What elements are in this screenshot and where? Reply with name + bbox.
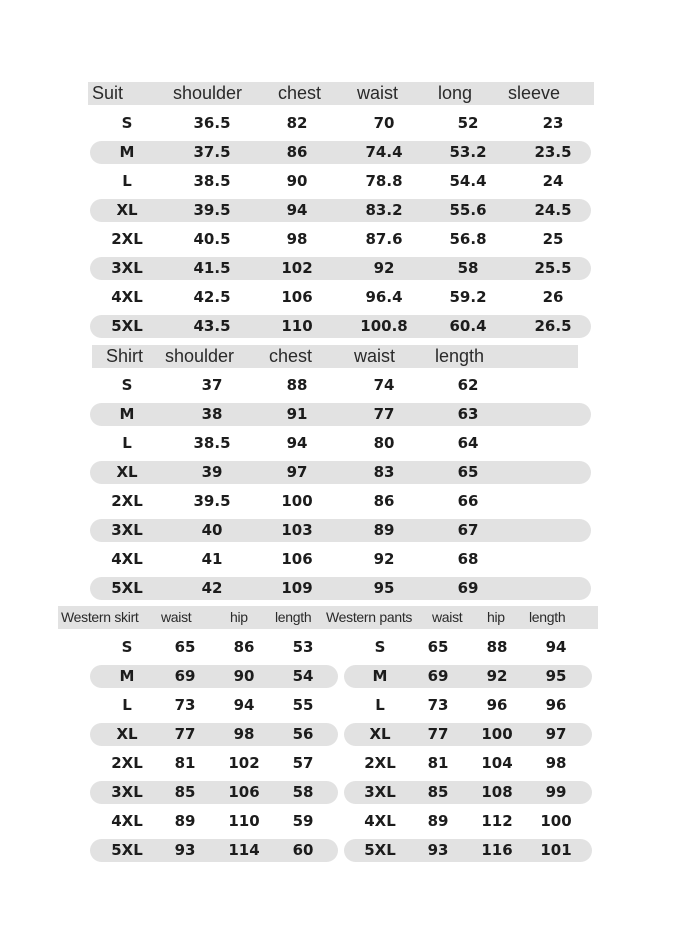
skirt-cell: 110 (228, 812, 260, 830)
skirt-cell: 65 (174, 638, 196, 656)
shirt-cell: 67 (457, 521, 479, 539)
suit-cell: 86 (286, 143, 308, 161)
shirt-cell: 66 (457, 492, 479, 510)
shirt-cell: 106 (281, 550, 313, 568)
pants-cell: 85 (427, 783, 449, 801)
suit-cell: 83.2 (365, 201, 403, 219)
shirt-cell: 39.5 (193, 492, 231, 510)
skirt-cell: 81 (174, 754, 196, 772)
skirt-row (90, 723, 338, 746)
suit-cell: 24.5 (534, 201, 572, 219)
shirt-cell: 42 (201, 579, 223, 597)
skirt-cell: 85 (174, 783, 196, 801)
suit-cell: 59.2 (449, 288, 487, 306)
pants-cell: 92 (486, 667, 508, 685)
pants-cell: 3XL (364, 783, 396, 801)
skirt-row (90, 636, 338, 659)
suit-cell: 53.2 (449, 143, 487, 161)
skirt-cell: 59 (292, 812, 314, 830)
skirt-cell: 55 (292, 696, 314, 714)
suit-cell: 4XL (111, 288, 143, 306)
suit-cell: L (122, 172, 132, 190)
pants-cell: L (375, 696, 385, 714)
pants-row (344, 839, 592, 862)
skirt-header-2: hip (230, 609, 248, 625)
suit-cell: 102 (281, 259, 313, 277)
suit-cell: 92 (373, 259, 395, 277)
pants-cell: 2XL (364, 754, 396, 772)
suit-cell: M (119, 143, 135, 161)
skirt-cell: 4XL (111, 812, 143, 830)
pants-cell: 98 (545, 754, 567, 772)
suit-cell: 26.5 (534, 317, 572, 335)
pants-cell: 93 (427, 841, 449, 859)
skirt-cell: L (122, 696, 132, 714)
shirt-cell: 94 (286, 434, 308, 452)
skirt-cell: 77 (174, 725, 196, 743)
pants-row (344, 694, 592, 717)
pants-cell: 100 (540, 812, 572, 830)
pants-header-1: waist (432, 609, 463, 625)
skirt-row (90, 752, 338, 775)
shirt-cell: XL (116, 463, 138, 481)
pants-header-2: hip (487, 609, 505, 625)
shirt-header-3: waist (354, 346, 396, 366)
shirt-cell: 63 (457, 405, 479, 423)
skirt-cell: 89 (174, 812, 196, 830)
skirt-cell: 53 (292, 638, 314, 656)
skirt-cell: XL (116, 725, 138, 743)
shirt-cell: 38 (201, 405, 223, 423)
skirt-header-3: length (275, 609, 312, 625)
shirt-cell: 91 (286, 405, 308, 423)
pants-cell: 97 (545, 725, 567, 743)
pants-cell: 96 (486, 696, 508, 714)
skirt-cell: 57 (292, 754, 314, 772)
pants-header-row (326, 606, 596, 629)
suit-cell: S (121, 114, 133, 132)
shirt-cell: 100 (281, 492, 313, 510)
suit-cell: 41.5 (193, 259, 231, 277)
suit-cell: 96.4 (365, 288, 403, 306)
suit-header-4: long (438, 83, 473, 103)
suit-cell: 56.8 (449, 230, 487, 248)
skirt-cell: 54 (292, 667, 314, 685)
skirt-cell: 102 (228, 754, 260, 772)
suit-cell: 110 (281, 317, 313, 335)
skirt-cell: 73 (174, 696, 196, 714)
suit-header-row (88, 82, 594, 105)
shirt-cell: 74 (373, 376, 395, 394)
pants-cell: 116 (481, 841, 513, 859)
suit-cell: 40.5 (193, 230, 231, 248)
shirt-header-1: shoulder (165, 346, 235, 366)
suit-cell: 78.8 (365, 172, 403, 190)
skirt-cell: 114 (228, 841, 260, 859)
skirt-cell: 56 (292, 725, 314, 743)
shirt-cell: S (121, 376, 133, 394)
suit-cell: 52 (457, 114, 479, 132)
suit-cell: 60.4 (449, 317, 487, 335)
suit-cell: 24 (542, 172, 564, 190)
skirt-cell: 86 (233, 638, 255, 656)
skirt-cell: 5XL (111, 841, 143, 859)
skirt-cell: 90 (233, 667, 255, 685)
shirt-header-row (92, 345, 578, 368)
suit-cell: 55.6 (449, 201, 487, 219)
skirt-cell: 69 (174, 667, 196, 685)
suit-header-0: Suit (92, 83, 124, 103)
pants-row (344, 810, 592, 833)
pants-cell: 95 (545, 667, 567, 685)
pants-cell: 5XL (364, 841, 396, 859)
pants-cell: 101 (540, 841, 572, 859)
shirt-cell: L (122, 434, 132, 452)
suit-cell: 58 (457, 259, 479, 277)
pants-cell: 89 (427, 812, 449, 830)
skirt-cell: 106 (228, 783, 260, 801)
pants-row (344, 665, 592, 688)
shirt-cell: 77 (373, 405, 395, 423)
suit-header-3: waist (357, 83, 399, 103)
shirt-cell: 80 (373, 434, 395, 452)
shirt-row (90, 432, 591, 455)
shirt-row (90, 519, 591, 542)
shirt-row (90, 548, 591, 571)
pants-header-0: Western pants (326, 609, 413, 625)
pants-row (344, 752, 592, 775)
pants-cell: 4XL (364, 812, 396, 830)
suit-cell: XL (116, 201, 138, 219)
skirt-cell: 98 (233, 725, 255, 743)
suit-cell: 23 (542, 114, 564, 132)
suit-cell: 100.8 (360, 317, 408, 335)
suit-row (90, 112, 591, 135)
skirt-cell: S (121, 638, 133, 656)
shirt-cell: 69 (457, 579, 479, 597)
shirt-cell: 4XL (111, 550, 143, 568)
pants-cell: 88 (486, 638, 508, 656)
suit-cell: 90 (286, 172, 308, 190)
suit-cell: 5XL (111, 317, 143, 335)
shirt-header-0: Shirt (106, 346, 144, 366)
skirt-row (90, 665, 338, 688)
pants-cell: 69 (427, 667, 449, 685)
skirt-cell: M (119, 667, 135, 685)
shirt-cell: 83 (373, 463, 395, 481)
suit-header-1: shoulder (173, 83, 243, 103)
skirt-header-1: waist (161, 609, 192, 625)
suit-cell: 87.6 (365, 230, 403, 248)
shirt-cell: 97 (286, 463, 308, 481)
suit-cell: 70 (373, 114, 395, 132)
pants-cell: 104 (481, 754, 513, 772)
skirt-cell: 93 (174, 841, 196, 859)
suit-cell: 38.5 (193, 172, 231, 190)
shirt-cell: 88 (286, 376, 308, 394)
shirt-cell: 109 (281, 579, 313, 597)
skirt-cell: 3XL (111, 783, 143, 801)
shirt-cell: 41 (201, 550, 223, 568)
suit-row (90, 286, 591, 309)
suit-cell: 37.5 (193, 143, 231, 161)
shirt-cell: 92 (373, 550, 395, 568)
suit-cell: 23.5 (534, 143, 572, 161)
shirt-cell: 5XL (111, 579, 143, 597)
pants-row (344, 723, 592, 746)
shirt-header-2: chest (269, 346, 313, 366)
suit-row (90, 315, 591, 338)
pants-cell: S (374, 638, 386, 656)
shirt-row (90, 490, 591, 513)
skirt-cell: 60 (292, 841, 314, 859)
suit-cell: 25.5 (534, 259, 572, 277)
suit-cell: 82 (286, 114, 308, 132)
shirt-cell: 40 (201, 521, 223, 539)
pants-cell: 96 (545, 696, 567, 714)
shirt-cell: 3XL (111, 521, 143, 539)
pants-row (344, 781, 592, 804)
skirt-cell: 2XL (111, 754, 143, 772)
suit-cell: 74.4 (365, 143, 403, 161)
suit-row (90, 170, 591, 193)
suit-cell: 43.5 (193, 317, 231, 335)
suit-cell: 106 (281, 288, 313, 306)
skirt-cell: 58 (292, 783, 314, 801)
shirt-row (90, 403, 591, 426)
suit-cell: 36.5 (193, 114, 231, 132)
shirt-cell: 37 (201, 376, 223, 394)
skirt-row (90, 694, 338, 717)
skirt-row (90, 810, 338, 833)
pants-cell: 81 (427, 754, 449, 772)
suit-row (90, 257, 591, 280)
shirt-cell: 38.5 (193, 434, 231, 452)
shirt-cell: 39 (201, 463, 223, 481)
pants-header-3: length (529, 609, 566, 625)
shirt-cell: 64 (457, 434, 479, 452)
suit-cell: 26 (542, 288, 564, 306)
pants-cell: 65 (427, 638, 449, 656)
suit-cell: 39.5 (193, 201, 231, 219)
shirt-cell: 86 (373, 492, 395, 510)
skirt-header-0: Western skirt (61, 609, 139, 625)
pants-cell: 77 (427, 725, 449, 743)
pants-cell: 94 (545, 638, 567, 656)
pants-cell: 112 (481, 812, 513, 830)
shirt-row (90, 577, 591, 600)
suit-cell: 54.4 (449, 172, 487, 190)
shirt-cell: 2XL (111, 492, 143, 510)
shirt-cell: 68 (457, 550, 479, 568)
shirt-row (90, 461, 591, 484)
suit-row (90, 141, 591, 164)
pants-cell: XL (369, 725, 391, 743)
suit-cell: 2XL (111, 230, 143, 248)
suit-cell: 42.5 (193, 288, 231, 306)
skirt-row (90, 781, 338, 804)
shirt-cell: 89 (373, 521, 395, 539)
skirt-row (90, 839, 338, 862)
suit-header-2: chest (278, 83, 322, 103)
pants-cell: 100 (481, 725, 513, 743)
shirt-cell: 103 (281, 521, 313, 539)
suit-cell: 25 (542, 230, 564, 248)
pants-cell: M (372, 667, 388, 685)
suit-header-5: sleeve (508, 83, 561, 103)
suit-cell: 94 (286, 201, 308, 219)
shirt-cell: M (119, 405, 135, 423)
shirt-header-4: length (435, 346, 485, 366)
pants-cell: 108 (481, 783, 513, 801)
suit-row (90, 199, 591, 222)
shirt-cell: 65 (457, 463, 479, 481)
suit-row (90, 228, 591, 251)
pants-cell: 99 (545, 783, 567, 801)
pants-row (344, 636, 592, 659)
shirt-cell: 95 (373, 579, 395, 597)
shirt-row (90, 374, 591, 397)
skirt-cell: 94 (233, 696, 255, 714)
shirt-cell: 62 (457, 376, 479, 394)
pants-cell: 73 (427, 696, 449, 714)
suit-cell: 98 (286, 230, 308, 248)
suit-cell: 3XL (111, 259, 143, 277)
